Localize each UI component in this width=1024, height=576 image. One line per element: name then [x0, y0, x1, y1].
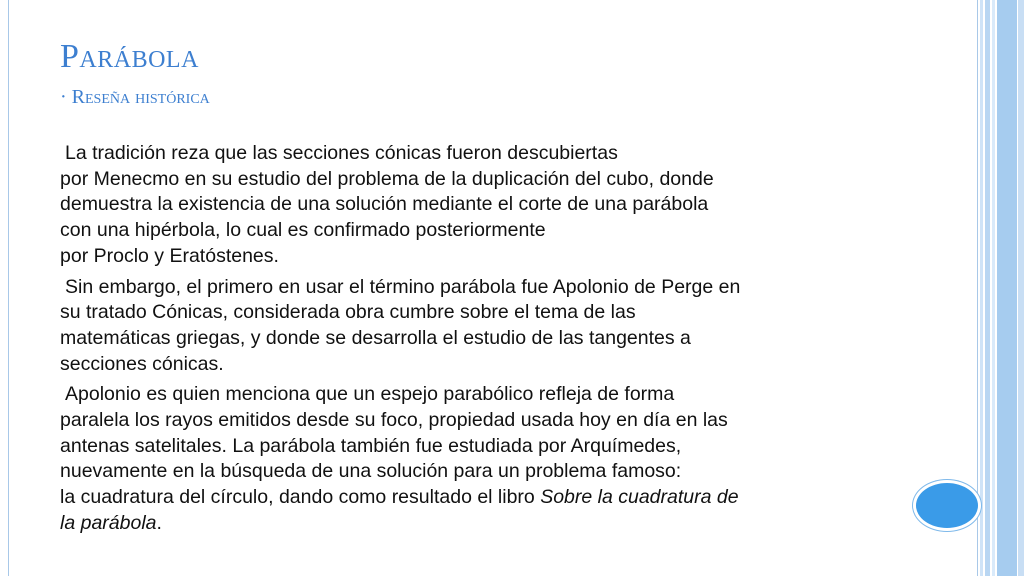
text-line: antenas satelitales. La parábola también fue estudiada por Arquímedes, — [60, 434, 682, 457]
slide-subtitle: · Reseña histórica — [60, 86, 210, 108]
slide-body — [60, 141, 885, 537]
text-line: por Proclo y Eratóstenes. — [60, 244, 279, 267]
book-title: la parábola — [60, 511, 157, 534]
decorative-circle — [913, 480, 981, 531]
text-line: por Menecmo en su estudio del problema de la duplicación del cubo, donde — [60, 167, 714, 190]
text-line: nuevamente en la búsqueda de una solución para un problema famoso: — [60, 460, 682, 483]
text-line: Sin embargo, el primero en usar el término parábola fue Apolonio de Perge en — [65, 275, 741, 298]
text-line: Apolonio es quien menciona que un espejo parabólico refleja de forma — [65, 383, 675, 406]
slide-title: Parábola — [60, 38, 199, 75]
text-line: con una hipérbola, lo cual es confirmado posteriormente — [60, 219, 546, 242]
text-line: paralela los rayos emitidos desde su foco, propiedad usada hoy en día en las — [60, 409, 728, 432]
book-title: Sobre la cuadratura de — [540, 486, 739, 509]
paragraph-apolonio-perge — [60, 275, 885, 378]
text-line: secciones cónicas. — [60, 352, 224, 375]
text-line: La tradición reza que las secciones cónicas fueron descubiertas — [65, 142, 618, 164]
decorative-bar — [997, 0, 1017, 576]
decorative-bar — [980, 0, 983, 576]
decorative-bar — [985, 0, 990, 576]
decorative-bar — [1018, 0, 1024, 576]
text-line: la cuadratura del círculo, dando como resultado el libro — [60, 486, 541, 509]
paragraph-espejo-parabolico — [60, 382, 885, 536]
text-line: su tratado Cónicas, considerada obra cumbre sobre el tema de las — [60, 301, 636, 324]
text-line: demuestra la existencia de una solución mediante el corte de una parábola — [60, 193, 709, 216]
text-line: matemáticas griegas, y donde se desarrolla el estudio de las tangentes a — [60, 326, 691, 349]
paragraph-menecmo — [60, 141, 885, 270]
decorative-bar — [992, 0, 995, 576]
end-punctuation: . — [156, 511, 162, 534]
